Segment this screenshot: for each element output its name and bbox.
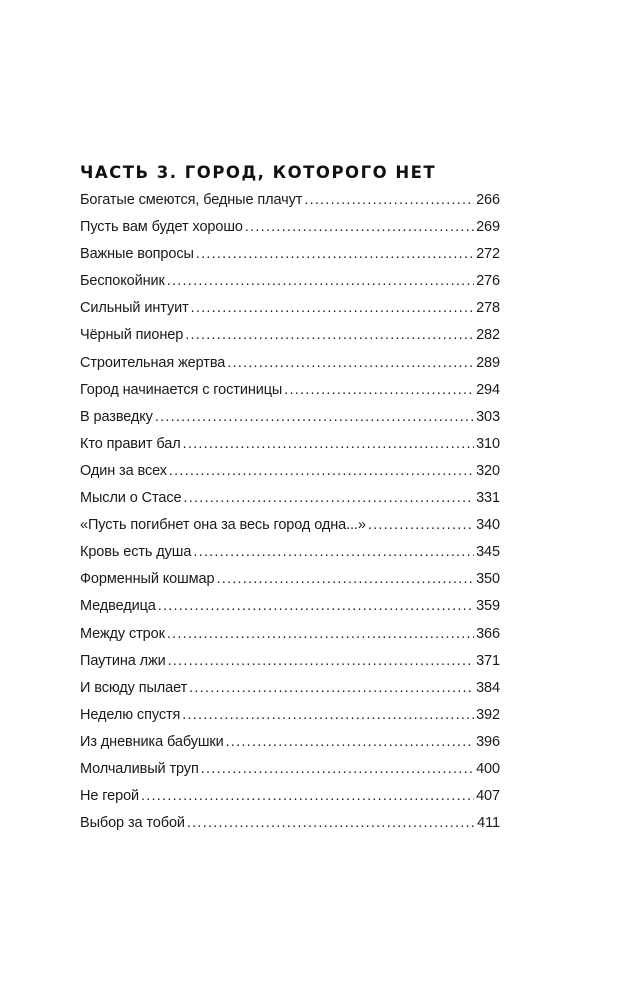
toc-entry-page-number: 269 (476, 219, 500, 236)
toc-entry-page-number: 289 (476, 354, 500, 371)
toc-entry-page-number: 278 (476, 300, 500, 317)
toc-entry-page-number: 350 (476, 571, 500, 588)
toc-entry-title: Один за всех (80, 462, 167, 479)
dot-leader (193, 539, 474, 566)
toc-entry (80, 241, 500, 268)
dot-leader (368, 512, 474, 539)
toc-entry (80, 431, 500, 458)
toc-entry-title: Молчаливый труп (80, 760, 199, 777)
toc-entry (80, 295, 500, 322)
toc-entry (80, 810, 500, 837)
toc-entry-page-number: 294 (476, 381, 500, 398)
toc-entry-title: Город начинается с гостиницы (80, 381, 283, 398)
dot-leader (191, 295, 474, 322)
dot-leader (201, 756, 474, 783)
dot-leader (226, 729, 474, 756)
toc-entry-page-number: 407 (476, 788, 500, 805)
toc-entry-title: Медведица (80, 598, 156, 615)
dot-leader (284, 377, 474, 404)
toc-entry-title: Богатые смеются, бедные плачут (80, 192, 303, 208)
dot-leader (167, 621, 474, 648)
toc-entry-page-number: 396 (476, 733, 500, 750)
toc-entry (80, 783, 500, 810)
toc-entry-title: Форменный кошмар (80, 571, 215, 588)
toc-entry-title: Мысли о Стасе (80, 490, 182, 507)
toc-entry-page-number: 340 (476, 517, 500, 534)
toc-entry (80, 756, 500, 783)
toc-entry (80, 702, 500, 729)
toc-entry (80, 648, 500, 675)
toc-entry-page-number: 331 (476, 490, 500, 507)
toc-entry-title: Чёрный пионер (80, 327, 184, 344)
toc-entry (80, 593, 500, 620)
toc-entry-page-number: 371 (476, 652, 500, 669)
toc-entry-title: Сильный интуит (80, 300, 189, 317)
dot-leader (187, 810, 475, 837)
toc-entry-title: Кто правит бал (80, 435, 181, 452)
dot-leader (155, 404, 474, 431)
toc-entry (80, 729, 500, 756)
toc-entry (80, 377, 500, 404)
dot-leader (183, 485, 474, 512)
part-title: ЧАСТЬ 3. ГОРОД, КОТОРОГО НЕТ (80, 163, 437, 182)
toc-entry (80, 187, 500, 214)
toc-entry-page-number: 400 (476, 760, 500, 777)
toc-entry (80, 322, 500, 349)
toc-entry (80, 214, 500, 241)
toc-entry-page-number: 345 (476, 544, 500, 561)
toc-entry-page-number: 392 (476, 706, 500, 723)
dot-leader (185, 322, 474, 349)
toc-entry-title: Выбор за тобой (80, 815, 185, 832)
toc-entry-title: И всюду пылает (80, 679, 188, 696)
toc-entry-page-number: 384 (476, 679, 500, 696)
toc-entry-page-number: 276 (476, 273, 500, 290)
toc-entry-title: Паутина лжи (80, 652, 166, 669)
toc-entry-page-number: 272 (476, 246, 500, 263)
dot-leader (158, 593, 474, 620)
toc-entry (80, 458, 500, 485)
toc-entry (80, 485, 500, 512)
toc-entry-page-number: 282 (476, 327, 500, 344)
toc-entry-page-number: 366 (476, 625, 500, 642)
table-of-contents-page (80, 160, 500, 837)
toc-entry-page-number: 303 (476, 408, 500, 425)
dot-leader (216, 566, 474, 593)
dot-leader (189, 675, 474, 702)
toc-entry-page-number: 359 (476, 598, 500, 615)
dot-leader (245, 214, 474, 241)
toc-entry (80, 621, 500, 648)
toc-entry (80, 404, 500, 431)
dot-leader (196, 241, 474, 268)
toc-entry (80, 539, 500, 566)
dot-leader (168, 648, 475, 675)
toc-entry-title: «Пусть погибнет она за весь город одна...» (80, 517, 366, 534)
toc-entry-page-number: 411 (477, 815, 500, 832)
toc-list (80, 187, 500, 837)
toc-entry-page-number: 320 (476, 462, 500, 479)
toc-entry (80, 512, 500, 539)
toc-entry (80, 675, 500, 702)
toc-entry-title: Кровь есть душа (80, 544, 192, 561)
toc-entry (80, 350, 500, 377)
toc-entry-title: Между строк (80, 625, 165, 642)
toc-entry-page-number: 310 (476, 435, 500, 452)
toc-entry-title: Не герой (80, 788, 140, 805)
dot-leader (141, 783, 474, 810)
toc-entry (80, 268, 500, 295)
dot-leader (183, 431, 475, 458)
dot-leader (304, 187, 474, 214)
dot-leader (227, 350, 474, 377)
toc-entry-page-number: 266 (476, 192, 500, 208)
dot-leader (167, 268, 474, 295)
dot-leader (169, 458, 474, 485)
toc-entry-title: В разведку (80, 408, 153, 425)
toc-entry-title: Пусть вам будет хорошо (80, 219, 243, 236)
toc-entry-title: Неделю спустя (80, 706, 181, 723)
toc-entry-title: Беспокойник (80, 273, 165, 290)
toc-entry-title: Строительная жертва (80, 354, 226, 371)
toc-entry-title: Из дневника бабушки (80, 733, 224, 750)
toc-entry-title: Важные вопросы (80, 246, 194, 263)
toc-entry (80, 566, 500, 593)
dot-leader (182, 702, 474, 729)
